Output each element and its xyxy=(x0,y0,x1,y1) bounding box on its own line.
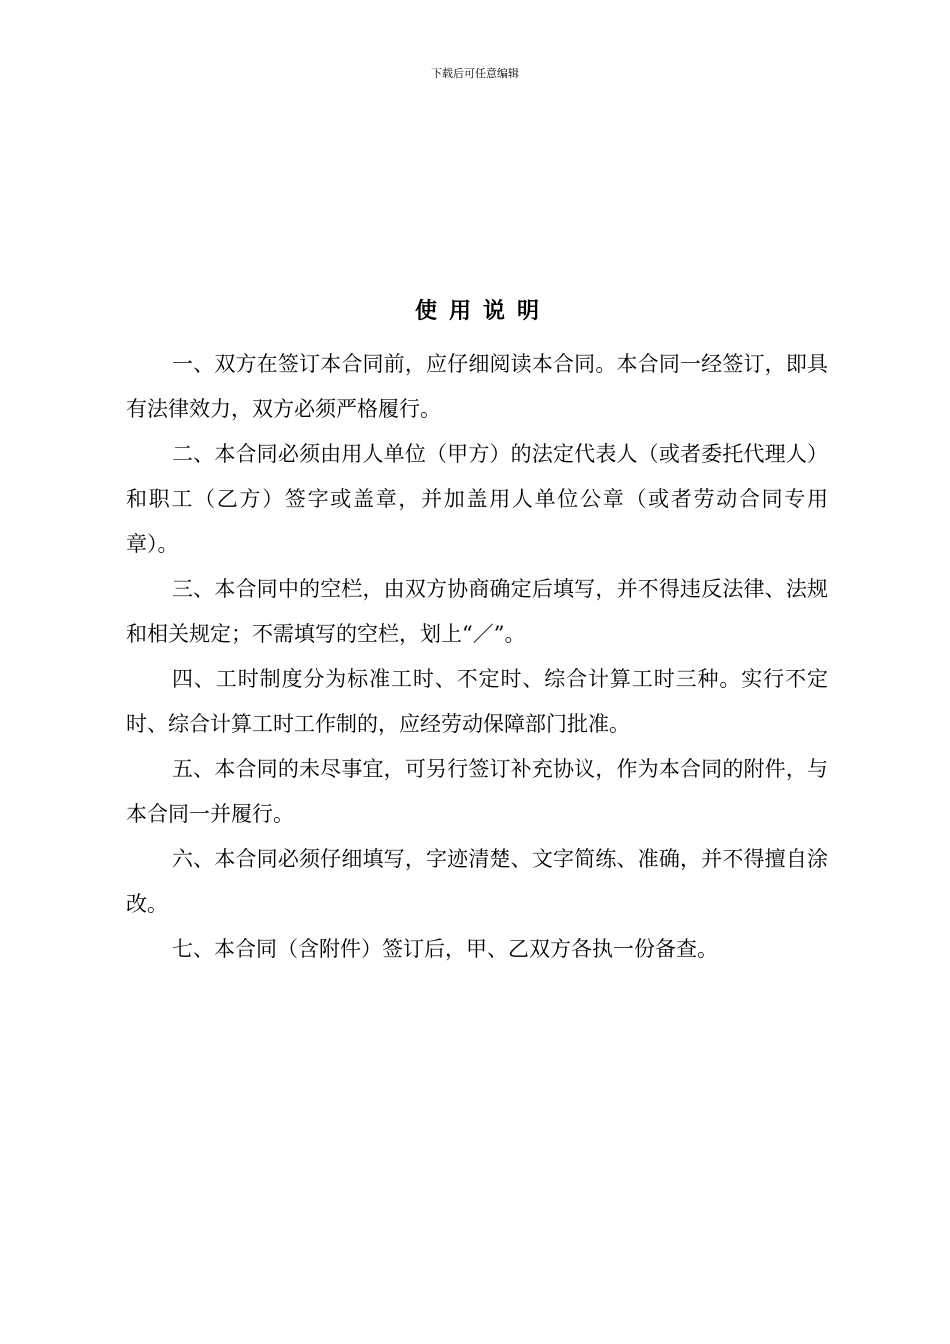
instruction-item-4: 四、工时制度分为标准工时、不定时、综合计算工时三种。实行不定时、综合计算工时工作制的，应经劳动保障部门批准。 xyxy=(126,667,828,736)
instruction-item-3: 三、本合同中的空栏，由双方协商确定后填写，并不得违反法律、法规和相关规定；不需填写的空栏，划上“／”。 xyxy=(126,577,828,646)
instruction-item-6: 六、本合同必须仔细填写，字迹清楚、文字简练、准确，并不得擅自涂改。 xyxy=(126,847,828,916)
instruction-item-5: 五、本合同的未尽事宜，可另行签订补充协议，作为本合同的附件，与本合同一并履行。 xyxy=(126,757,828,826)
instruction-item-1: 一、双方在签订本合同前，应仔细阅读本合同。本合同一经签订，即具有法律效力，双方必须严格履行。 xyxy=(126,352,828,421)
instruction-item-2: 二、本合同必须由用人单位（甲方）的法定代表人（或者委托代理人）和职工（乙方）签字或盖章，并加盖用人单位公章（或者劳动合同专用章）。 xyxy=(126,442,828,556)
page-header-note: 下载后可任意编辑 xyxy=(431,67,519,80)
instruction-item-7: 七、本合同（含附件）签订后，甲、乙双方各执一份备查。 xyxy=(172,937,718,961)
instructions-body xyxy=(126,342,828,972)
document-title: 使用说明 xyxy=(414,299,551,324)
